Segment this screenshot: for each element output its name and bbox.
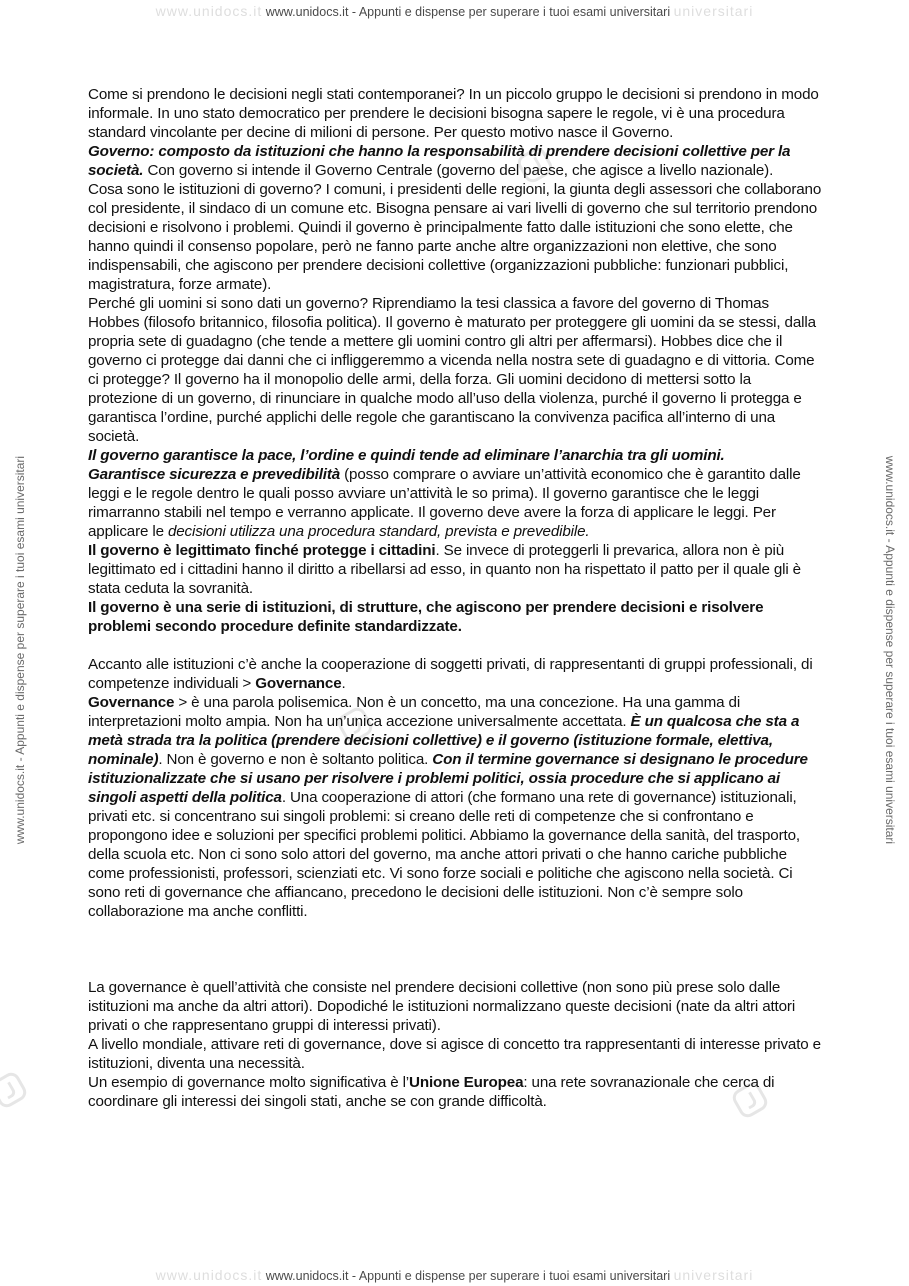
header-watermark-text: www.unidocs.it - Appunti e dispense per superare i tuoi esami universitari [265,5,671,19]
paragraph: Il governo è legittimato finché protegge i cittadini. Se invece di proteggerli li prevarica, allora non è più legittimato ed i cittadini hanno il diritto a ribellarsi ad esso, in quanto non ha rispettato il patto per il quale gli è stata ceduta la sovranità. [88,542,801,597]
paragraph: Il governo è una serie di istituzioni, di strutture, che agiscono per prendere decisioni e risolvere problemi secondo procedure definite standardizzate. [88,599,764,635]
footer-watermark-text: www.unidocs.it - Appunti e dispense per superare i tuoi esami universitari [265,1269,671,1283]
paragraph: Accanto alle istituzioni c’è anche la cooperazione di soggetti privati, di rappresentanti di gruppi professionali, di competenze individuali > Governance. [88,656,813,692]
header-ghost-right: universitari [673,3,754,19]
paragraph: Perché gli uomini si sono dati un governo? Riprendiamo la tesi classica a favore del governo di Thomas Hobbes (filosofo britannico, filosofia politica). Il governo è maturato per proteggere gli uomini da se stessi, dalla propria sete di guadagno (che tende a mettere gli uomini contro gli altri per affermarsi). Hobbes dice che il governo ci protegge dai danni che ci infliggeremmo a vicenda nella nostra sete di guadagno e di vittoria. Come ci protegge? Il governo ha il monopolio delle armi, della forza. Gli uomini decidono di mettersi sotto la protezione di un governo, di rinunciare in qualche modo all’uso della violenza, purché il governo li protegga e garantisca l’ordine, purché applichi delle regole che garantiscano la convivenza pacifica all’interno di una società. [88,295,816,445]
paragraph: La governance è quell’attività che consiste nel prendere decisioni collettive (non sono più prese solo dalle istituzioni ma anche da altri attori). Dopodiché le istituzioni normalizzano queste decisioni (nate da altri attori privati o che rappresentano gruppi di interessi privati). [88,979,796,1034]
paragraph: A livello mondiale, attivare reti di governance, dove si agisce di concetto tra rappresentanti di interesse privato e istituzioni, diventa una necessità. [88,1036,821,1072]
definition-governo: Governo: composto da istituzioni che hanno la responsabilità di prendere decisioni collettive per la società. [88,143,791,179]
header-watermark [0,3,909,19]
paragraph: Garantisce sicurezza e prevedibilità (posso comprare o avviare un’attività economico che è garantito dalle leggi e le regole dentro le quali posso avviare un’attività le so prima). Il governo garantisce che le leggi rimarranno stabili nel tempo e verranno applicate. Il governo deve avere la forza di applicare le leggi. Per applicare le decisioni utilizza una procedura standard, prevista e prevedibile. [88,466,801,540]
paragraph: Governance > è una parola polisemica. Non è un concetto, ma una concezione. Ha una gamma di interpretazioni molto ampia. Non ha un’unica accezione universalmente accettata. È un qualcosa che sta a metà strada tra la politica (prendere decisioni collettive) e il governo (istituzione formale, elettiva, nominale). Non è governo e non è soltanto politica. Con il termine governance si designano le procedure istituzionalizzate che si usano per risolvere i problemi politici, ossia procedure che si applicano ai singoli aspetti della politica. Una cooperazione di attori (che formano una rete di governance) istituzionali, privati etc. si concentrano sui singoli problemi: si creano delle reti di competenze che si confrontano e propongono idee e soluzioni per specifici problemi politici. Abbiamo la governance della sanità, del trasporto, della scuola etc. Non ci sono solo attori del governo, ma anche attori privati o che hanno cariche pubbliche come professionisti, professori, scienziati etc. Vi sono forze sociali e politiche che agiscono nella società. Ci sono reti di governance che affiancano, precedono le decisioni delle istituzioni. Non c’è sempre solo collaborazione ma anche conflitti. [88,694,808,920]
paragraph: Cosa sono le istituzioni di governo? I comuni, i presidenti delle regioni, la giunta degli assessori che collaborano col presidente, il sindaco di un comune etc. Bisogna pensare ai vari livelli di governo che sul territorio prendono decisioni e risolvono i problemi. Quindi il governo è principalmente fatto dalle istituzioni che sono elette, che hanno quindi il consenso popolare, però ne fanno parte anche altre organizzazioni non elettive, che sono indispensabili, che agiscono per prendere decisioni collettive (organizzazioni pubbliche: funzionari pubblici, magistratura, forze armate). [88,181,822,293]
paragraph: Governo: composto da istituzioni che hanno la responsabilità di prendere decisioni collettive per la società. Con governo si intende il Governo Centrale (governo del paese, che agisce a livello nazionale). [88,143,791,179]
side-watermark-right: www.unidocs.it - Appunti e dispense per superare i tuoi esami universitari [883,455,897,845]
header-ghost-left: www.unidocs.it [155,3,263,19]
unidocs-logo-icon [0,1070,29,1111]
footer-ghost-right: universitari [673,1267,754,1283]
document-body [88,85,823,1111]
paragraph: Come si prendono le decisioni negli stati contemporanei? In un piccolo gruppo le decisioni si prendono in modo informale. In uno stato democratico per prendere le decisioni bisogna sapere le regole, vi è una procedura standard vincolante per decine di milioni di persone. Per questo motivo nasce il Governo. [88,86,819,141]
side-watermark-left: www.unidocs.it - Appunti e dispense per superare i tuoi esami universitari [13,455,27,845]
footer-ghost-left: www.unidocs.it [155,1267,263,1283]
paragraph: Un esempio di governance molto significativa è l’Unione Europea: una rete sovranazionale che cerca di coordinare gli interessi dei singoli stati, anche se con grande difficoltà. [88,1074,775,1110]
paragraph: Il governo garantisce la pace, l’ordine e quindi tende ad eliminare l’anarchia tra gli uomini. [88,447,725,464]
footer-watermark [0,1267,909,1283]
